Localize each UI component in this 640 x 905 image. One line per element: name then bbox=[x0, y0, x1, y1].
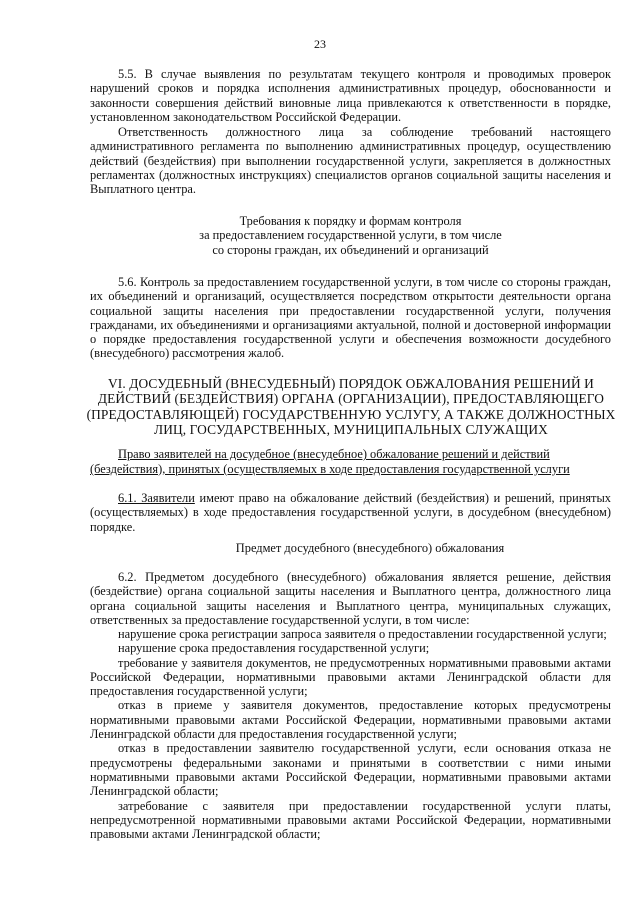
subtitle-control-line: со стороны граждан, их объединений и организаций bbox=[212, 242, 489, 257]
list-item: требование у заявителя документов, не предусмотренных нормативными правовыми актами Российской Федерации, нормативными правовыми актами Ленинградской области для предоставления государственной услуги; bbox=[90, 655, 611, 699]
list-item: нарушение срока регистрации запроса заявителя о предоставлении государственной услуги; bbox=[118, 627, 607, 641]
subtitle-appeal-subject: Предмет досудебного (внесудебного) обжалования bbox=[235, 541, 505, 555]
subtitle-appeal-line: (бездействия), принятых (осуществляемых в ходе предоставления государственной услуги bbox=[90, 462, 570, 476]
subtitle-appeal-right-2 bbox=[90, 462, 611, 476]
page-number: 23 bbox=[314, 37, 326, 51]
list-item: отказ в приеме у заявителя документов, предоставление которых предусмотрены нормативными правовыми актами Российской Федерации, нормативными правовыми актами Ленинградской области для предоставления государственной услуги; bbox=[90, 698, 611, 742]
subtitle-appeal-line: Право заявителей на досудебное (внесудебное) обжалование решений и действий bbox=[118, 447, 550, 461]
paragraph-6-2: 6.2. Предметом досудебного (внесудебного) обжалования является решение, действия (бездействие) органа социальной защиты населения и Выплатного центра, должностного лица органа социальной защиты населения и Выплатного центра, муниципальных служащих, ответственных за предоставление государственной услуги, в том числе: bbox=[90, 570, 611, 627]
list-item: затребование с заявителя при предоставлении государственной услуги платы, непредусмотренной нормативными правовыми актами Российской Федерации, нормативными правовыми актами Ленинградской области; bbox=[90, 798, 611, 842]
violations-list bbox=[90, 627, 611, 841]
paragraph-5-5-b: Ответственность должностного лица за соблюдение требований настоящего административного регламента по выполнению административных процедур, осуществлению действий (бездействия) при выполнении государственной услуги, закрепляется в должностных регламентах (должностных инструкциях) специалистов органов социальной защиты населения и Выплатного центра. bbox=[90, 125, 611, 197]
paragraph-6-1-lead: 6.1. Заявители bbox=[118, 491, 195, 505]
list-item: отказ в предоставлении заявителю государственной услуги, если основания отказа не предусмотрены федеральными законами и принятыми в соответствии с ними иными нормативными правовыми актами Российской Федерации, нормативными правовыми актами Ленинградской области; bbox=[90, 741, 611, 799]
paragraph-6-1 bbox=[90, 491, 611, 534]
paragraph-6-1-text: имеют право на обжалование действий (бездействия) и решений, принятых (осуществляемых) в ходе предоставления государственной услуги, в досудебном (внесудебном) порядке. bbox=[90, 491, 611, 534]
subtitle-control-requirements bbox=[90, 214, 611, 257]
paragraph-5-6: 5.6. Контроль за предоставлением государственной услуги, в том числе со стороны граждан, их объединений и организаций, осуществляется посредством открытости деятельности органа социальной защиты населения при предоставлении государственной услуги, получения гражданами, их объединениями и организациями актуальной, полной и достоверной информации о порядке предоставления государственной услуги и обеспечения возможности досудебного (внесудебного) рассмотрения жалоб. bbox=[90, 275, 611, 361]
paragraph-5-5-a: 5.5. В случае выявления по результатам текущего контроля и проводимых проверок нарушений сроков и порядка исполнения административных процедур, обоснованности и законности совершения действий виновные лица привлекаются к ответственности в порядке, установленном законодательством Российской Федерации. bbox=[90, 67, 611, 124]
subtitle-appeal-right bbox=[118, 447, 612, 461]
subtitle-control-line: за предоставлением государственной услуги, в том числе bbox=[199, 228, 502, 243]
list-item: нарушение срока предоставления государственной услуги; bbox=[118, 641, 430, 656]
section-vi-title: VI. ДОСУДЕБНЫЙ (ВНЕСУДЕБНЫЙ) ПОРЯДОК ОБЖАЛОВАНИЯ РЕШЕНИЙ И ДЕЙСТВИЙ (БЕЗДЕЙСТВИЯ) ОРГАНА (ОРГАНИЗАЦИИ), ПРЕДОСТАВЛЯЮЩЕГО (ПРЕДОСТАВЛЯЮЩЕЙ) ГОСУДАРСТВЕННУЮ УСЛУГУ, А ТАКЖЕ ДОЛЖНОСТНЫХ ЛИЦ, ГОСУДАРСТВЕННЫХ, МУНИЦИПАЛЬНЫХ СЛУЖАЩИХ bbox=[86, 376, 616, 438]
subtitle-control-line: Требования к порядку и формам контроля bbox=[239, 214, 462, 228]
